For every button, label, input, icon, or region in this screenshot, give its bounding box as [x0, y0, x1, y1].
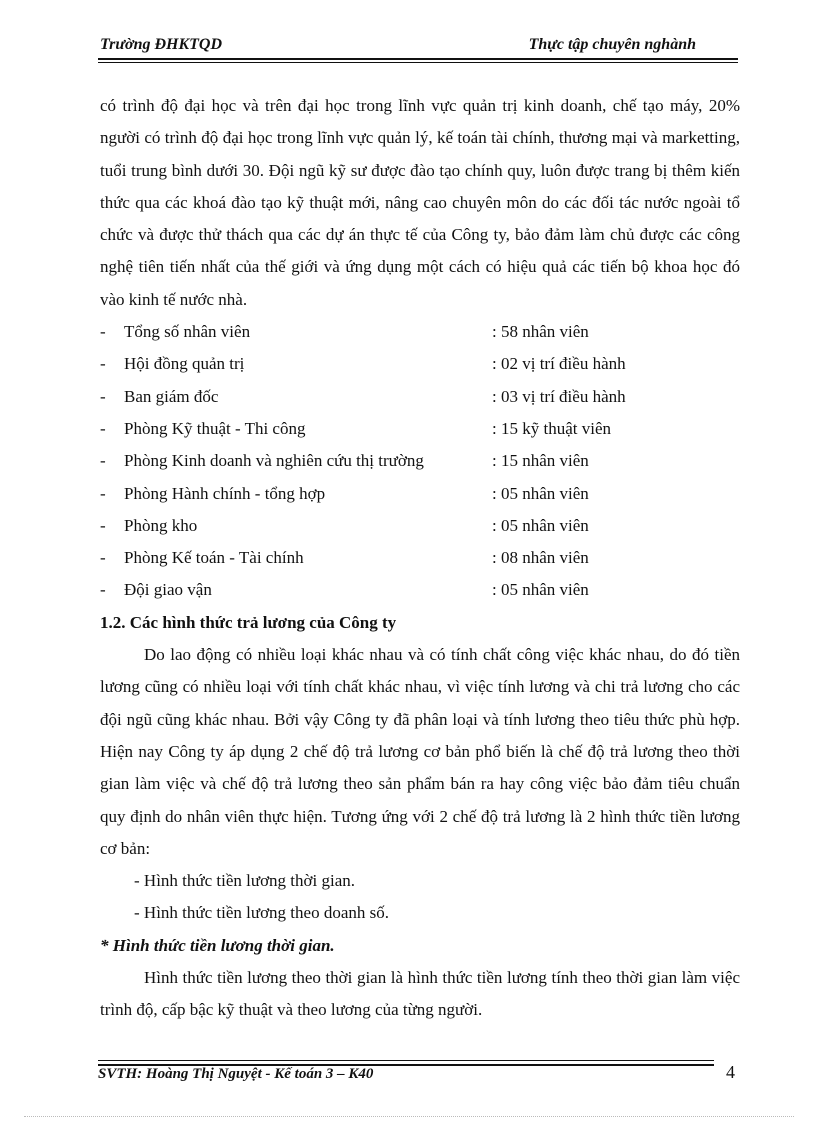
bullet-dash: - — [100, 483, 106, 503]
bullet-dash: - — [100, 515, 106, 535]
staff-row — [100, 413, 740, 445]
staff-count: : 03 vị trí điều hành — [492, 386, 626, 406]
last-paragraph: Hình thức tiền lương theo thời gian là hình thức tiền lương tính theo thời gian làm việc trình độ, cấp bậc kỹ thuật và theo lương của từng người. — [100, 968, 740, 1020]
section-paragraph: Do lao động có nhiều loại khác nhau và có tính chất công việc khác nhau, do đó tiền lương cũng có nhiều loại với tính chất khác nhau, vì việc tính lương và chi trả lương cho các đội ngũ cũng khác nhau. Bởi vậy Công ty đã phân loại và tính lương theo tiêu thức phù hợp. Hiện nay Công ty áp dụng 2 chế độ trả lương cơ bản phổ biến là chế độ trả lương theo thời gian làm việc và chế độ trả lương theo sản phẩm bán ra hay công việc bảo đảm tiêu chuẩn quy định do nhân viên thực hiện. Tương ứng với 2 chế độ trả lương là 2 hình thức tiền lương cơ bản: — [100, 645, 740, 858]
staff-unit: Đội giao vận — [124, 580, 212, 600]
staff-count: : 08 nhân viên — [492, 548, 589, 568]
form-item: - Hình thức tiền lương theo doanh số. — [134, 903, 389, 923]
footer-rule-thin — [98, 1060, 714, 1061]
bullet-dash: - — [100, 548, 106, 568]
bullet-dash: - — [100, 451, 106, 471]
staff-count: : 05 nhân viên — [492, 483, 589, 503]
bullet-dash: - — [100, 418, 106, 438]
bullet-dash: - — [100, 386, 106, 406]
staff-unit: Tổng số nhân viên — [124, 322, 251, 342]
header-subject: Thực tập chuyên nghành — [528, 36, 696, 53]
staff-count: : 02 vị trí điều hành — [492, 354, 626, 374]
staff-unit: Phòng Kỹ thuật - Thi công — [124, 418, 306, 438]
footer-author: SVTH: Hoàng Thị Nguyệt - Kế toán 3 – K40 — [98, 1066, 374, 1082]
staff-row — [100, 478, 740, 510]
staff-row — [100, 445, 740, 477]
staff-row — [100, 348, 740, 380]
staff-row — [100, 542, 740, 574]
staff-row — [100, 510, 740, 542]
staff-count: : 05 nhân viên — [492, 515, 589, 535]
bullet-dash: - — [100, 580, 106, 600]
section-title: 1.2. Các hình thức trả lương của Công ty — [100, 612, 397, 632]
staff-row — [100, 316, 740, 348]
page-body — [100, 90, 740, 1027]
form-item: - Hình thức tiền lương thời gian. — [134, 871, 356, 891]
staff-row — [100, 381, 740, 413]
bullet-dash: - — [100, 322, 106, 342]
staff-count: : 58 nhân viên — [492, 322, 589, 342]
bullet-dash: - — [100, 354, 106, 374]
intro-paragraph: có trình độ đại học và trên đại học trong lĩnh vực quản trị kinh doanh, chế tạo máy, 20% người có trình độ đại học trong lĩnh vực quản lý, kế toán tài chính, thương mại và marketting, tuổi trung bình dưới 30. Đội ngũ kỹ sư được đào tạo chính quy, luôn được trang bị thêm kiến thức qua các khoá đào tạo kỹ thuật mới, nâng cao chuyên môn do các đối tác nước ngoài tổ chức và được thử thách qua các dự án thực tế của Công ty, bảo đảm làm chủ được các công nghệ tiên tiến nhất của thế giới và ứng dụng một cách có hiệu quả các tiến bộ khoa học đó vào kinh tế nước nhà. — [100, 96, 740, 309]
page-number: 4 — [726, 1062, 735, 1082]
staff-list — [100, 316, 740, 607]
staff-count: : 15 nhân viên — [492, 451, 589, 471]
staff-unit: Hội đồng quản trị — [124, 354, 245, 374]
staff-unit: Phòng Kế toán - Tài chính — [124, 548, 304, 568]
subheading: * Hình thức tiền lương thời gian. — [100, 935, 335, 955]
header-school: Trường ĐHKTQD — [100, 36, 223, 53]
staff-count: : 05 nhân viên — [492, 580, 589, 600]
staff-count: : 15 kỹ thuật viên — [492, 418, 611, 438]
header-rule-thin — [98, 62, 738, 63]
staff-row — [100, 574, 740, 606]
page-edge-dotted-line — [24, 1116, 794, 1117]
staff-unit: Phòng Kinh doanh và nghiên cứu thị trường — [124, 451, 424, 471]
staff-unit: Phòng Hành chính - tổng hợp — [124, 483, 326, 503]
staff-unit: Ban giám đốc — [124, 386, 219, 406]
header-rule-thick — [98, 58, 738, 60]
staff-unit: Phòng kho — [124, 515, 198, 535]
